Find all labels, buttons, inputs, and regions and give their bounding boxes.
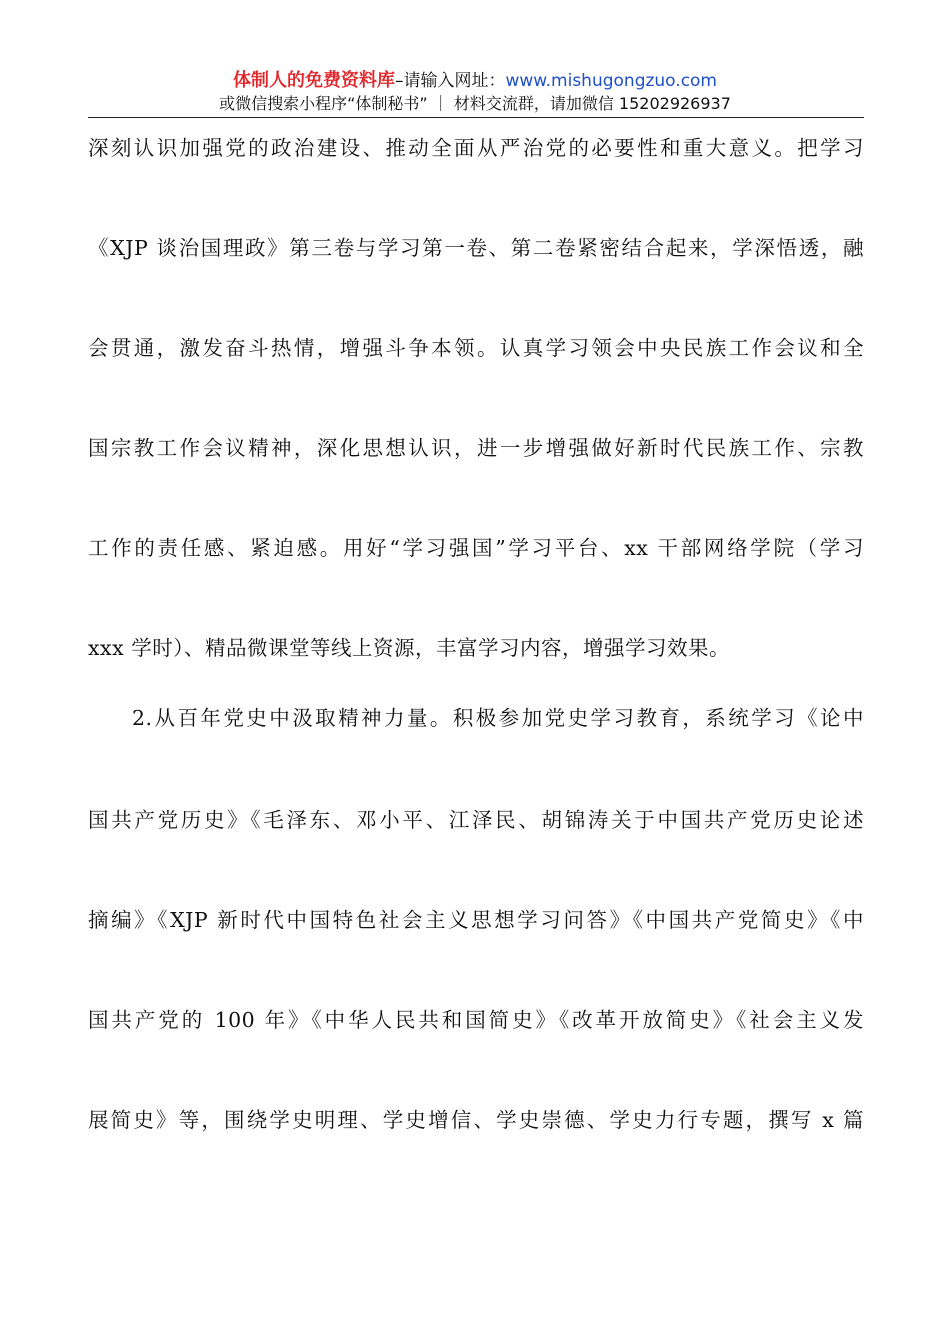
brand-title: 体制人的免费资料库 — [232, 70, 395, 91]
header-banner — [0, 70, 950, 92]
header-divider — [88, 117, 864, 118]
url-prompt: –请输入网址： — [394, 71, 506, 91]
body-line-7: 2.从百年党史中汲取精神力量。积极参加党史学习教育，系统学习《论中 — [132, 706, 864, 730]
body-line-6: xxx 学时）、精品微课堂等线上资源，丰富学习内容，增强学习效果。 — [88, 636, 730, 660]
page-header — [0, 0, 950, 120]
body-line-10: 国共产党的 100 年》《中华人民共和国简史》《改革开放简史》《社会主义发 — [88, 1008, 864, 1032]
body-line-11: 展简史》等，围绕学史明理、学史增信、学史崇德、学史力行专题，撰写 x 篇 — [88, 1108, 864, 1132]
body-line-3: 会贯通，激发奋斗热情，增强斗争本领。认真学习领会中央民族工作会议和全 — [88, 336, 864, 360]
body-line-8: 国共产党历史》《毛泽东、邓小平、江泽民、胡锦涛关于中国共产党历史论述 — [88, 808, 864, 832]
body-line-5: 工作的责任感、紧迫感。用好“学习强国”学习平台、xx 干部网络学院（学习 — [88, 536, 864, 560]
body-line-2: 《XJP 谈治国理政》第三卷与学习第一卷、第二卷紧密结合起来，学深悟透，融 — [88, 236, 864, 260]
body-line-4: 国宗教工作会议精神，深化思想认识，进一步增强做好新时代民族工作、宗教 — [88, 436, 864, 460]
body-line-9: 摘编》《XJP 新时代中国特色社会主义思想学习问答》《中国共产党简史》《中 — [88, 908, 864, 932]
website-link[interactable]: www.mishugongzuo.com — [505, 71, 717, 91]
header-contact-line: 或微信搜索小程序“体制秘书” ｜ 材料交流群，请加微信 15202926937 — [219, 94, 731, 113]
body-line-1: 深刻认识加强党的政治建设、推动全面从严治党的必要性和重大意义。把学习 — [88, 136, 864, 160]
